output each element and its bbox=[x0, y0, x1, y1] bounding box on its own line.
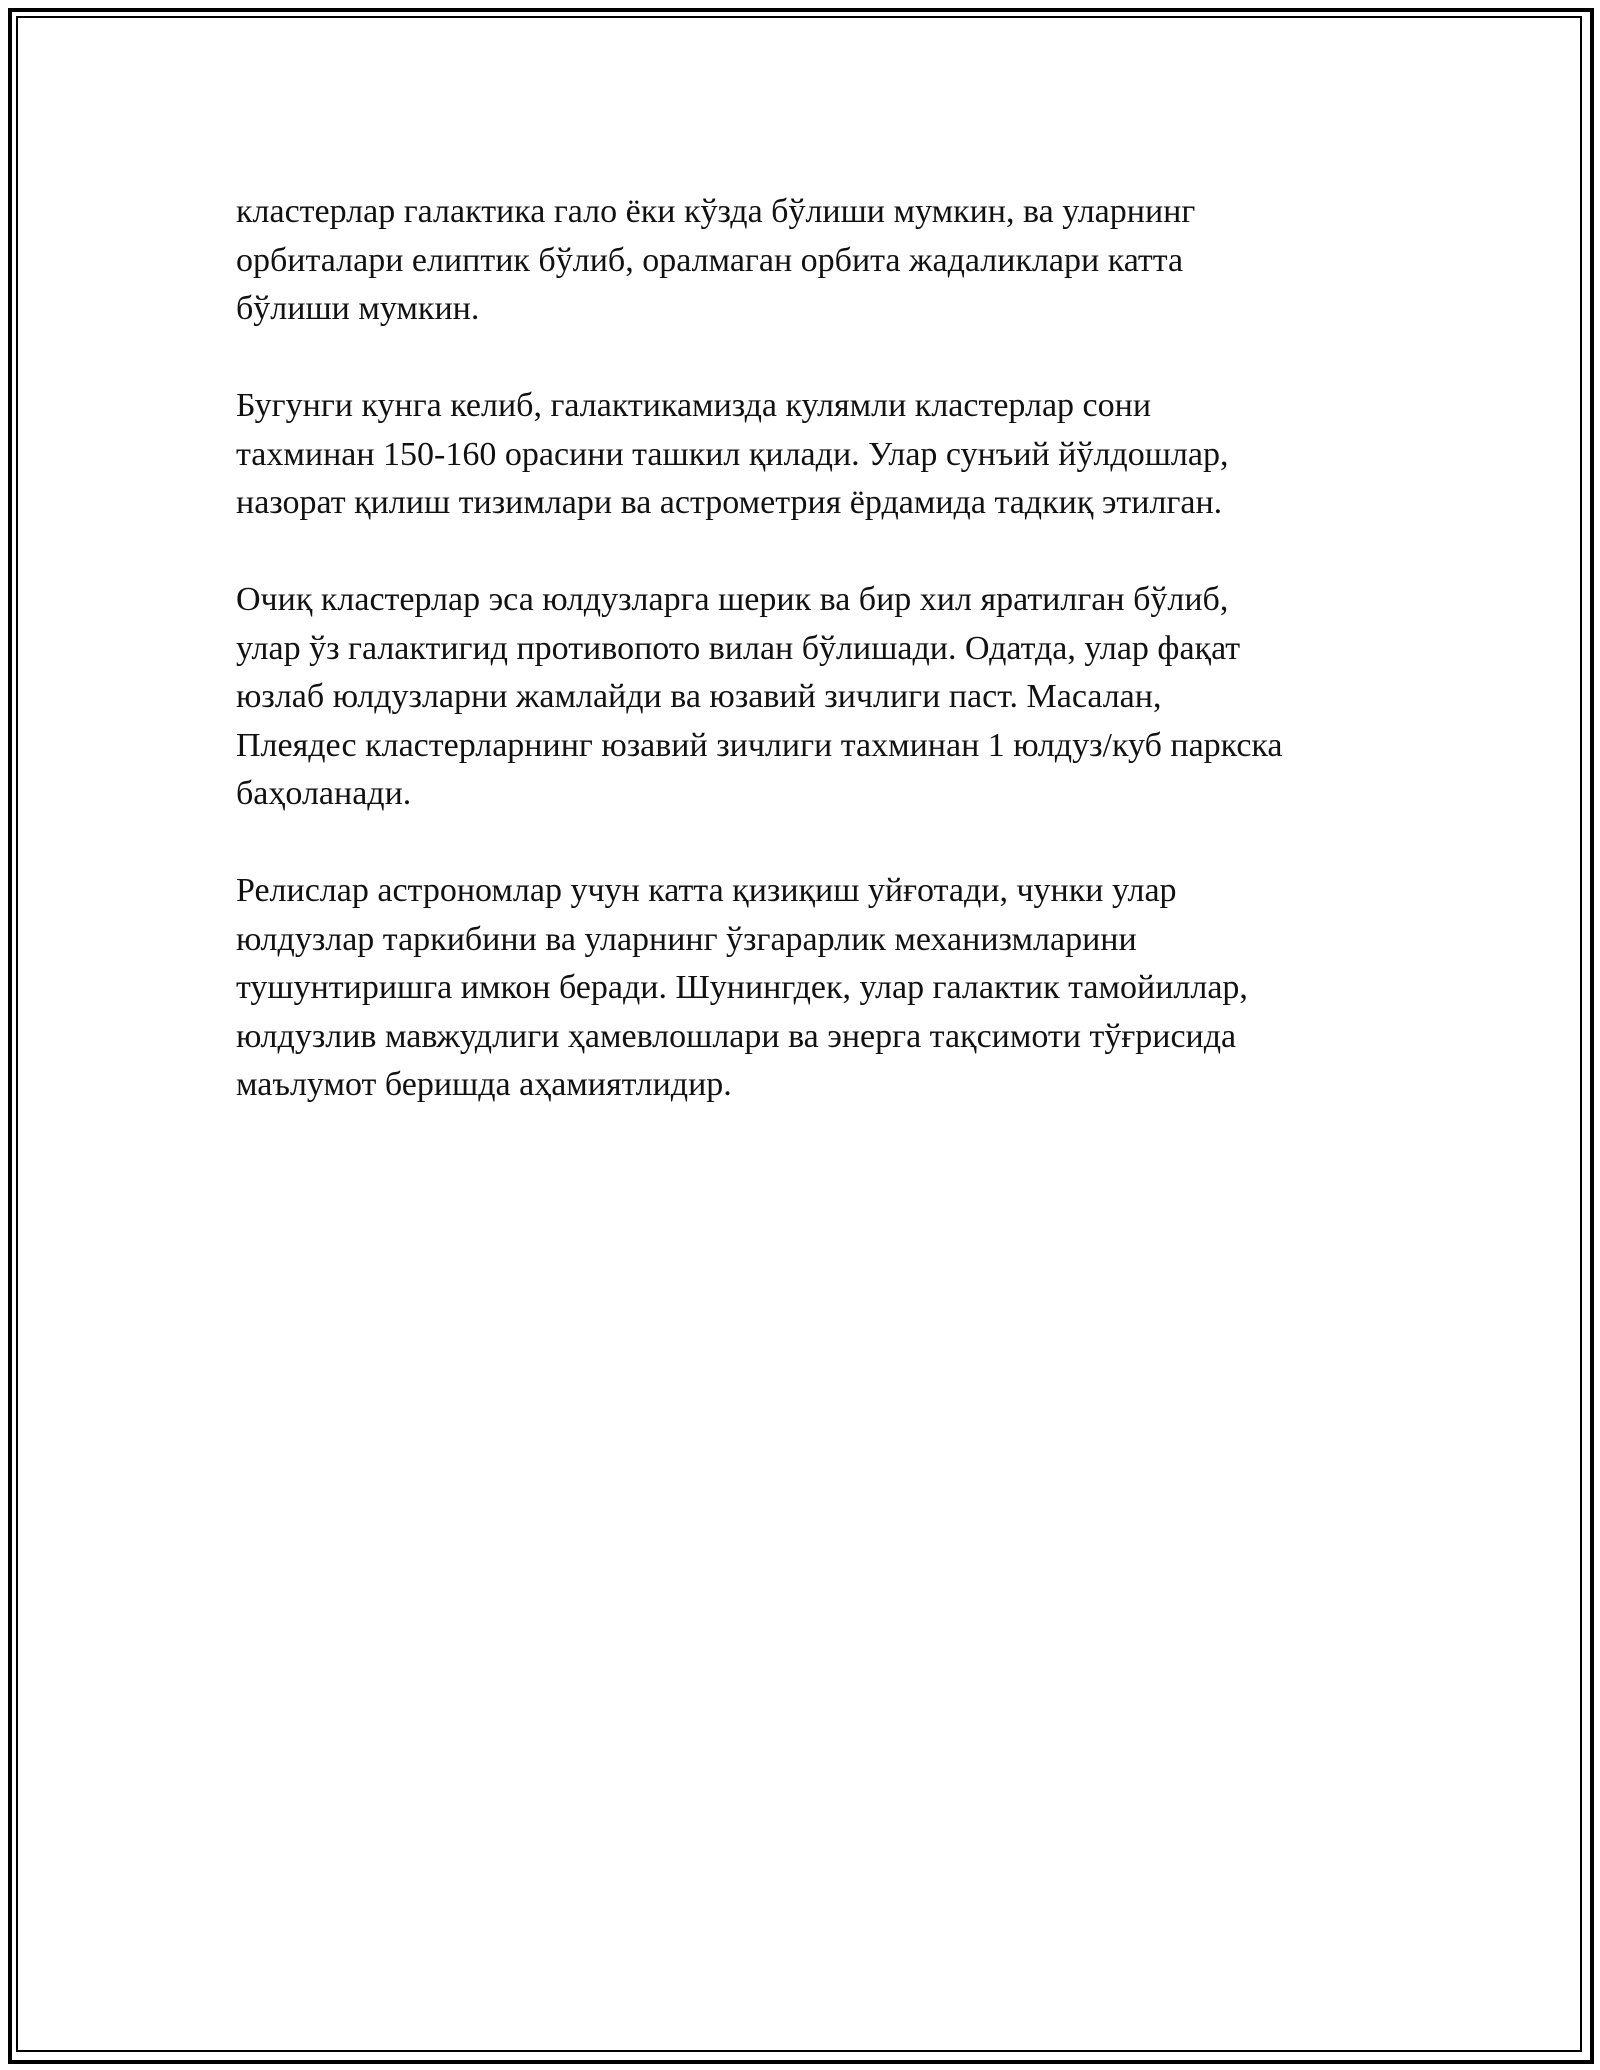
paragraph-1 bbox=[236, 188, 1386, 334]
text-line: баҳоланади. bbox=[236, 775, 412, 812]
paragraph-4 bbox=[236, 867, 1386, 1110]
text-line: кластерлар галактика гало ёки кўзда бўлиши мумкин, ва уларнинг bbox=[236, 193, 1196, 230]
document-body bbox=[236, 188, 1386, 1158]
text-line: юлдузлив мавжудлиги ҳамевлошлари ва энерга тақсимоти тўғрисида bbox=[236, 1017, 1237, 1055]
text-line: назорат қилиш тизимлари ва астрометрия ёрдамида тадкиқ этилган. bbox=[236, 484, 1223, 521]
text-line: орбиталари елиптик бўлиб, оралмаган орбита жадаликлари катта bbox=[236, 241, 1184, 279]
text-line: бўлиши мумкин. bbox=[236, 290, 480, 327]
text-line: Бугунги кунга келиб, галактикамизда кулямли кластерлар сони bbox=[236, 387, 1152, 424]
text-line: улар ўз галактигид противопото вилан бўлишади. Одатда, улар фақат bbox=[236, 629, 1241, 667]
text-line: маълумот беришда аҳамиятлидир. bbox=[236, 1066, 732, 1103]
text-line: юзлаб юлдузларни жамлайди ва юзавий зичлиги паст. Масалан, bbox=[236, 678, 1162, 715]
text-line: тахминан 150-160 орасини ташкил қилади. Улар сунъий йўлдошлар, bbox=[236, 435, 1229, 473]
text-line: Очиқ кластерлар эса юлдузларга шерик ва бир хил яратилган бўлиб, bbox=[236, 581, 1229, 618]
text-line: Релислар астрономлар учун катта қизиқиш уйғотади, чунки улар bbox=[236, 872, 1177, 909]
paragraph-3 bbox=[236, 576, 1386, 819]
text-line: Плеядес кластерларнинг юзавий зичлиги тахминан 1 юлдуз/куб паркска bbox=[236, 726, 1283, 764]
text-line: тушунтиришга имкон беради. Шунингдек, улар галактик тамойиллар, bbox=[236, 969, 1248, 1006]
text-line: юлдузлар таркибини ва уларнинг ўзгарарлик механизмларини bbox=[236, 920, 1137, 958]
paragraph-2 bbox=[236, 382, 1386, 528]
